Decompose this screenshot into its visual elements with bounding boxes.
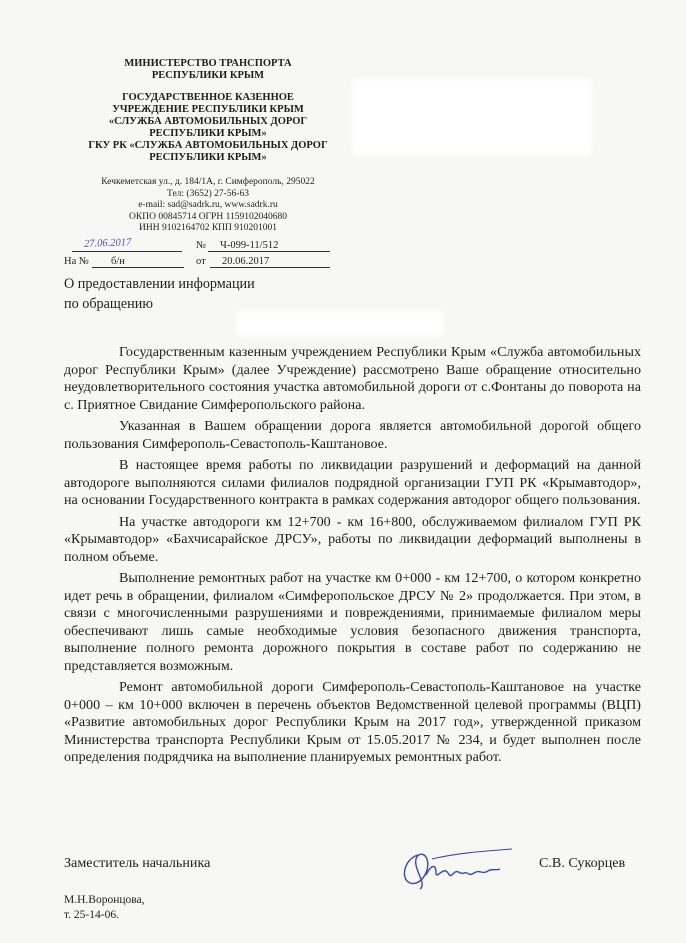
- inn: ИНН 9102164702 КПП 910201001: [138, 223, 277, 233]
- outgoing-number: Ч-099-11/512: [220, 240, 279, 251]
- executor-phone: т. 25-14-06.: [64, 909, 119, 921]
- redacted-name: [242, 316, 438, 330]
- number-label: №: [196, 240, 207, 251]
- ref-number: б/н: [111, 256, 125, 267]
- institution-line: «СЛУЖБА АВТОМОБИЛЬНЫХ ДОРОГ: [108, 116, 308, 127]
- subject-line: О предоставлении информации: [64, 276, 255, 292]
- institution-line: РЕСПУБЛИКИ КРЫМ»: [149, 128, 267, 139]
- executor-info: [64, 893, 145, 923]
- body-paragraph: В настоящее время работы по ликвидации разрушений и деформаций на данной автодороге выполняются силами филиалов подрядной организации ГУП РК «Крымавтодор», на основании Государственного контракта в рамках содержания автодорог общего пользования.: [64, 457, 641, 508]
- signatory-name: С.В. Сукорцев: [539, 855, 626, 871]
- subject-line: по обращению: [64, 296, 153, 312]
- address: Кечкеметская ул., д. 184/1А, г. Симферополь, 295022: [101, 177, 315, 187]
- number-underline: [208, 251, 330, 252]
- handwritten-date: 27.06.2017: [83, 237, 132, 250]
- body-paragraph: Ремонт автомобильной дороги Симферополь-Севастополь-Каштановое на участке 0+000 – км 10+000 включен в перечень объектов Ведомственной целевой программы (ВЦП) «Развитие автомобильных дорог Республики Крым на 2017 год», утвержденной приказом Министерства транспорта Республики Крым от 15.05.2017 № 234, и будет выполнен после определения подрядчика на выполнение планируемых ремонтных работ.: [64, 679, 641, 765]
- handwritten-signature: [396, 845, 516, 891]
- ministry-line: МИНИСТЕРСТВО ТРАНСПОРТА: [124, 58, 292, 69]
- executor-name: М.Н.Воронцова,: [64, 894, 145, 906]
- body-paragraph: Государственным казенным учреждением Республики Крым «Служба автомобильных дорог Республики Крым» (далее Учреждение) рассмотрено Ваше обращение относительно неудовлетворительного состояния участка автомобильной дороги от с.Фонтаны до поворота на с. Приятное Свидание Симферопольского района.: [64, 344, 641, 413]
- ref-label: На №: [64, 256, 89, 267]
- signatory-role: Заместитель начальника: [64, 855, 211, 871]
- institution-line: ГКУ РК «СЛУЖБА АВТОМОБИЛЬНЫХ ДОРОГ: [88, 140, 328, 151]
- ref-underline: [92, 267, 184, 268]
- date-underline: [72, 251, 182, 252]
- institution-header: [58, 92, 358, 164]
- ref-date-underline: [210, 267, 330, 268]
- ref-date: 20.06.2017: [222, 256, 270, 267]
- redacted-addressee: [358, 84, 586, 150]
- body-paragraph: На участке автодороги км 12+700 - км 16+800, обслуживаемом филиалом ГУП РК «Крымавтодор» «Бахчисарайское ДРСУ», работы по ликвидации деформаций выполнены в полном объеме.: [64, 513, 641, 565]
- body-paragraph: Выполнение ремонтных работ на участке км 0+000 - км 12+700, о котором конкретно идет речь в обращении, филиалом «Симферопольское ДРСУ № 2» продолжается. При этом, в связи с многочисленными разрушениями и повреждениями, принимаемые филиалом меры обеспечивают лишь самые необходимые условия безопасного движения транспорта, выполнение полного ремонта дорожного покрытия в составе работ по содержанию не представляется возможным.: [64, 570, 641, 674]
- letter-body: [64, 344, 641, 771]
- email: e-mail: sad@sadrk.ru, www.sadrk.ru: [138, 200, 278, 210]
- ministry-line: РЕСПУБЛИКИ КРЫМ: [151, 70, 265, 81]
- okpo: ОКПО 00845714 ОГРН 1159102040680: [129, 211, 287, 222]
- phone: Тел: (3652) 27-56-63: [167, 188, 249, 199]
- body-paragraph: Указанная в Вашем обращении дорога является автомобильной дорогой общего пользования Симферополь-Севастополь-Каштановое.: [64, 418, 641, 452]
- from-label: от: [196, 256, 206, 267]
- letter-subject: [64, 274, 255, 314]
- institution-line: УЧРЕЖДЕНИЕ РЕСПУБЛИКИ КРЫМ: [112, 104, 304, 115]
- requisites: [58, 177, 358, 235]
- institution-line: ГОСУДАРСТВЕННОЕ КАЗЕННОЕ: [122, 92, 294, 103]
- ministry-header: [58, 58, 358, 82]
- institution-line: РЕСПУБЛИКИ КРЫМ»: [149, 152, 267, 163]
